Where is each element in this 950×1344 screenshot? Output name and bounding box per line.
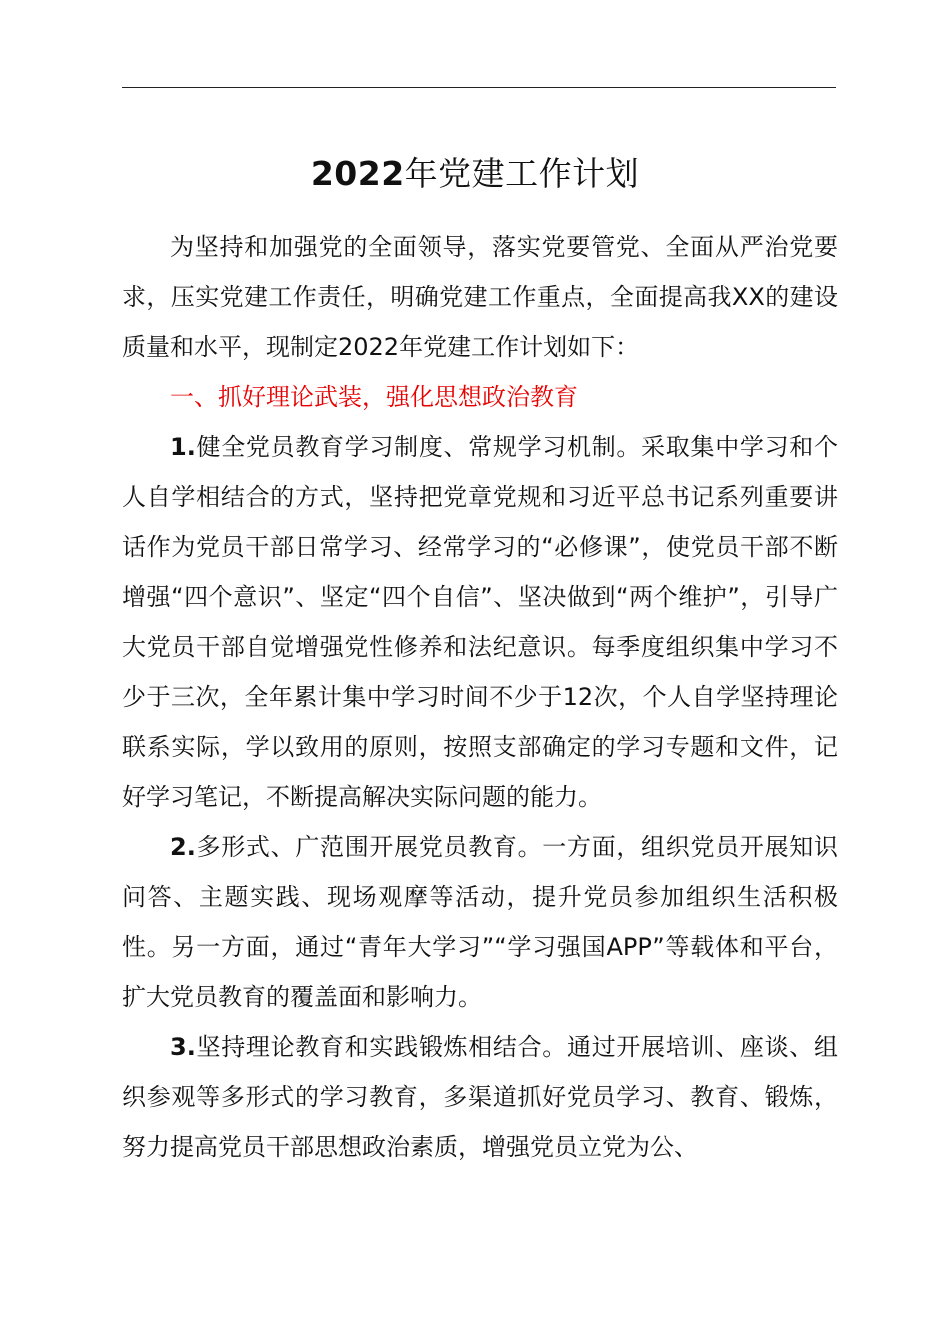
title-text: 年党建工作计划 [404,154,640,193]
item-paragraph-2 [122,822,838,1022]
intro-paragraph: 为坚持和加强党的全面领导，落实党要管党、全面从严治党要求，压实党建工作责任，明确党建工作重点，全面提高我XX的建设质量和水平，现制定2022年党建工作计划如下： [122,233,838,361]
item-text: 多形式、广范围开展党员教育。一方面，组织党员开展知识问答、主题实践、现场观摩等活动，提升党员参加组织生活积极性。另一方面，通过“青年大学习”“学习强国APP”等载体和平台，扩大党员教育的覆盖面和影响力。 [122,833,838,1011]
document-body [122,222,838,1172]
document-title [0,150,950,198]
item-paragraph-1 [122,422,838,822]
item-paragraph-3 [122,1022,838,1172]
item-number: 1. [170,433,196,461]
section-heading-1: 一、抓好理论武装，强化思想政治教育 [170,383,578,411]
item-number: 3. [170,1033,196,1061]
item-text: 坚持理论教育和实践锻炼相结合。通过开展培训、座谈、组织参观等多形式的学习教育，多渠道抓好党员学习、教育、锻炼，努力提高党员干部思想政治素质，增强党员立党为公、 [122,1033,838,1161]
item-number: 2. [170,833,196,861]
item-text: 健全党员教育学习制度、常规学习机制。采取集中学习和个人自学相结合的方式，坚持把党章党规和习近平总书记系列重要讲话作为党员干部日常学习、经常学习的“必修课”，使党员干部不断增强“四个意识”、坚定“四个自信”、坚决做到“两个维护”，引导广大党员干部自觉增强党性修养和法纪意识。每季度组织集中学习不少于三次，全年累计集中学习时间不少于12次，个人自学坚持理论联系实际，学以致用的原则，按照支部确定的学习专题和文件，记好学习笔记，不断提高解决实际问题的能力。 [122,433,838,811]
header-rule [122,87,836,88]
title-year: 2022 [310,154,405,193]
